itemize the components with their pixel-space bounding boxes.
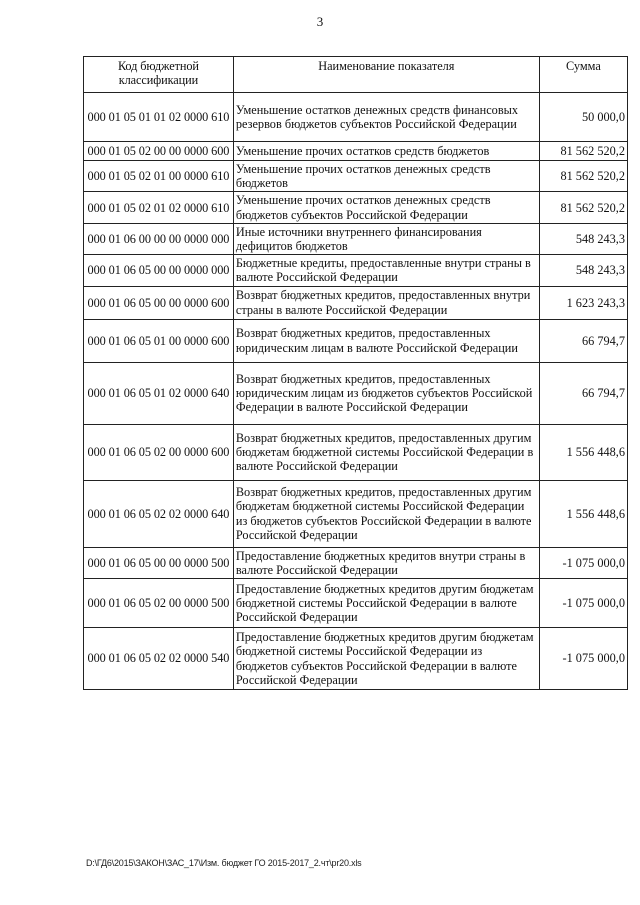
table-row — [84, 547, 628, 578]
row-code: 000 01 05 01 01 02 0000 610 — [84, 93, 234, 142]
table-row — [84, 223, 628, 254]
row-name: Уменьшение прочих остатков денежных средств бюджетов — [233, 161, 539, 192]
table-row — [84, 161, 628, 192]
table-row — [84, 142, 628, 161]
row-name: Возврат бюджетных кредитов, предоставленных другим бюджетам бюджетной системы Российской Федерации в валюте Российской Федерации — [233, 424, 539, 480]
row-sum: 548 243,3 — [539, 255, 627, 286]
row-name: Уменьшение прочих остатков средств бюджетов — [233, 142, 539, 161]
row-code: 000 01 06 05 02 02 0000 540 — [84, 628, 234, 690]
table-header-row — [84, 57, 628, 93]
row-sum: 548 243,3 — [539, 223, 627, 254]
table-row — [84, 319, 628, 362]
row-sum: 66 794,7 — [539, 362, 627, 424]
header-sum: Сумма — [539, 57, 627, 93]
row-name: Предоставление бюджетных кредитов другим бюджетам бюджетной системы Российской Федерации из бюджетов субъектов Российской Федерации в валюте Российской Федерации — [233, 628, 539, 690]
file-path-footer: D:\ГД6\2015\ЗАКОН\ЗАС_17\Изм. бюджет ГО 2015-2017_2.чт\pr20.xls — [86, 858, 362, 868]
header-name: Наименование показателя — [233, 57, 539, 93]
table-row — [84, 628, 628, 690]
page-number: 3 — [316, 14, 324, 29]
row-code: 000 01 06 05 00 00 0000 600 — [84, 286, 234, 319]
row-name: Возврат бюджетных кредитов, предоставленных другим бюджетам бюджетной системы Российской Федерации из бюджетов субъектов Российской Федерации в валюте Российской Федерации — [233, 480, 539, 547]
row-code: 000 01 06 05 02 00 0000 600 — [84, 424, 234, 480]
row-name: Бюджетные кредиты, предоставленные внутри страны в валюте Российской Федерации — [233, 255, 539, 286]
row-name: Уменьшение остатков денежных средств финансовых резервов бюджетов субъектов Российской Федерации — [233, 93, 539, 142]
row-sum: 1 556 448,6 — [539, 480, 627, 547]
row-name: Возврат бюджетных кредитов, предоставленных юридическим лицам в валюте Российской Федерации — [233, 319, 539, 362]
row-code: 000 01 06 05 02 02 0000 640 — [84, 480, 234, 547]
row-code: 000 01 06 05 01 02 0000 640 — [84, 362, 234, 424]
row-sum: 81 562 520,2 — [539, 192, 627, 223]
row-name: Уменьшение прочих остатков денежных средств бюджетов субъектов Российской Федерации — [233, 192, 539, 223]
row-sum: 81 562 520,2 — [539, 161, 627, 192]
row-sum: 81 562 520,2 — [539, 142, 627, 161]
table-row — [84, 255, 628, 286]
row-name: Предоставление бюджетных кредитов другим бюджетам бюджетной системы Российской Федерации в валюте Российской Федерации — [233, 579, 539, 628]
row-sum: -1 075 000,0 — [539, 628, 627, 690]
row-code: 000 01 06 05 01 00 0000 600 — [84, 319, 234, 362]
row-code: 000 01 05 02 01 02 0000 610 — [84, 192, 234, 223]
row-sum: -1 075 000,0 — [539, 579, 627, 628]
table-row — [84, 286, 628, 319]
table-row — [84, 362, 628, 424]
row-sum: 50 000,0 — [539, 93, 627, 142]
row-code: 000 01 06 05 02 00 0000 500 — [84, 579, 234, 628]
row-code: 000 01 05 02 00 00 0000 600 — [84, 142, 234, 161]
row-sum: 1 623 243,3 — [539, 286, 627, 319]
row-sum: 66 794,7 — [539, 319, 627, 362]
table-row — [84, 480, 628, 547]
row-name: Иные источники внутреннего финансирования дефицитов бюджетов — [233, 223, 539, 254]
row-name: Возврат бюджетных кредитов, предоставленных внутри страны в валюте Российской Федерации — [233, 286, 539, 319]
table-row — [84, 424, 628, 480]
row-code: 000 01 06 05 00 00 0000 000 — [84, 255, 234, 286]
row-sum: -1 075 000,0 — [539, 547, 627, 578]
row-code: 000 01 06 05 00 00 0000 500 — [84, 547, 234, 578]
row-sum: 1 556 448,6 — [539, 424, 627, 480]
row-code: 000 01 06 00 00 00 0000 000 — [84, 223, 234, 254]
table-row — [84, 579, 628, 628]
row-name: Возврат бюджетных кредитов, предоставленных юридическим лицам из бюджетов субъектов Российской Федерации в валюте Российской Федерации — [233, 362, 539, 424]
table-row — [84, 192, 628, 223]
table-row — [84, 93, 628, 142]
budget-sources-table — [83, 56, 628, 690]
row-code: 000 01 05 02 01 00 0000 610 — [84, 161, 234, 192]
header-code: Код бюджетной классификации — [84, 57, 234, 93]
row-name: Предоставление бюджетных кредитов внутри страны в валюте Российской Федерации — [233, 547, 539, 578]
